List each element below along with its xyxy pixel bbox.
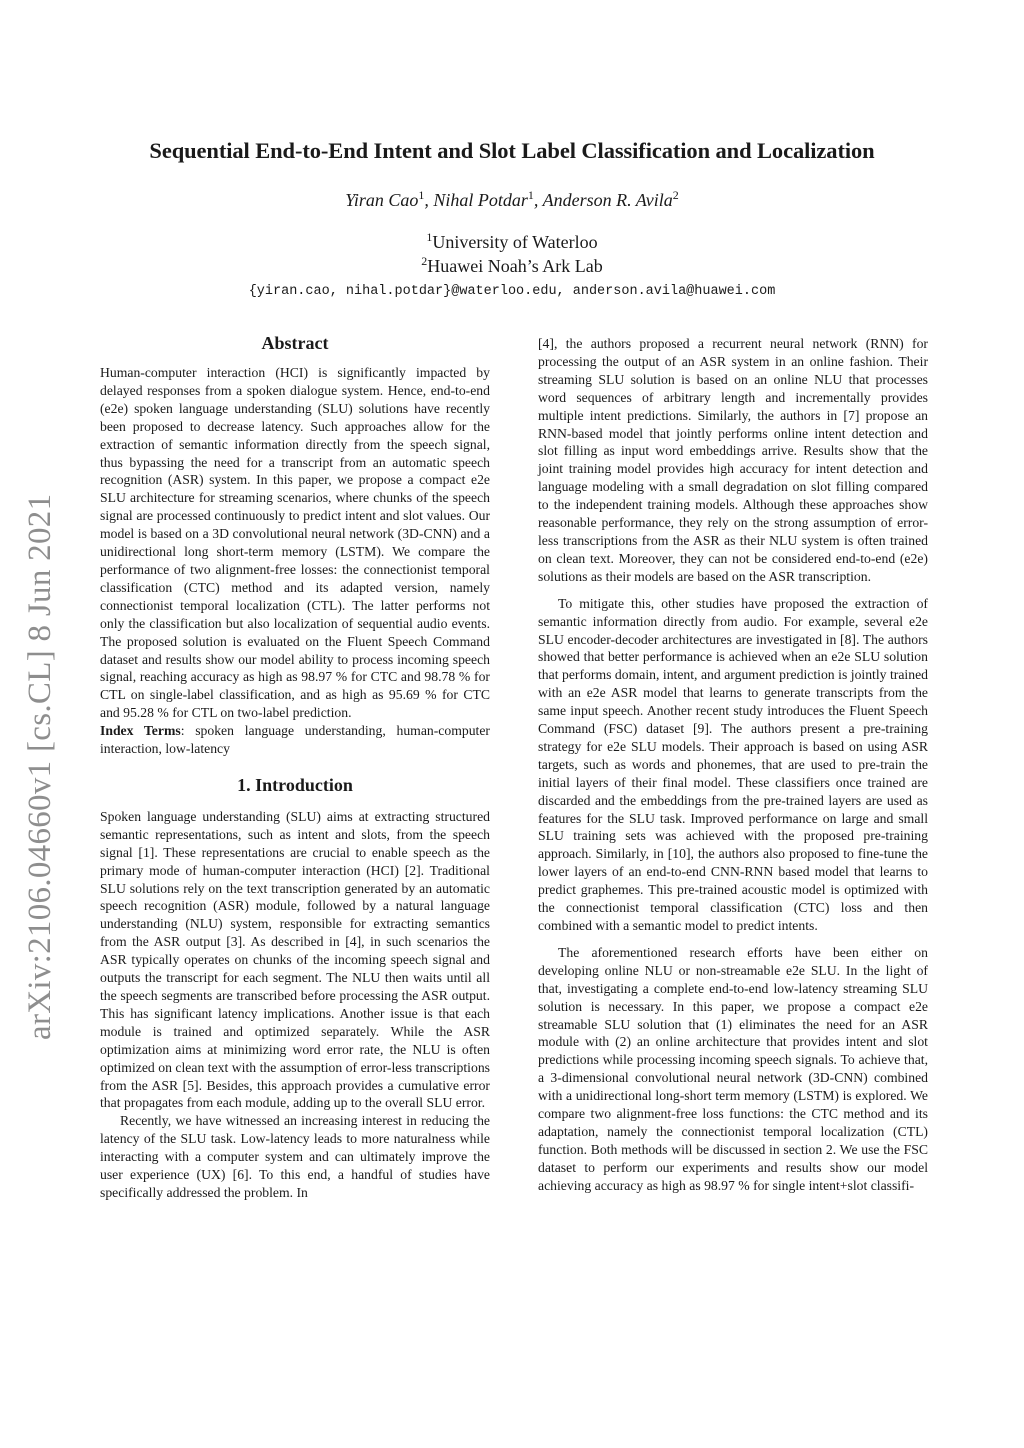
paper-title: Sequential End-to-End Intent and Slot Label Classification and Localization (149, 138, 875, 163)
body-paragraph: To mitigate this, other studies have proposed the extraction of semantic information directly from audio. For example, several e2e SLU encoder-decoder architectures are investigated in [8]. The authors showed that better performance is achieved when an e2e SLU solution that performs domain, intent, and argument prediction is jointly trained with an e2e ASR model that learns to generate transcripts from the same input speech. Another recent study introduces the Fluent Speech Command (FSC) dataset [9]. The authors present a pre-training strategy for e2e SLU models. Their approach is based on using ASR targets, such as words and phonemes, that are used to pre-train the initial layers of their final model. These classifiers once trained are discarded and the embeddings from the pre-trained layers are used as features for the SLU task. Improved performance on large and small SLU training sets was achieved with the proposed pre-training approach. Similarly, in [10], the authors also proposed to fine-tune the lower layers of an end-to-end CNN-RNN based model that learns to predict graphemes. This pre-trained acoustic model is optimized with the connectionist temporal classification (CTC) loss and then combined with a semantic model to predict intents. (538, 595, 928, 933)
affiliation-huawei (60, 254, 964, 277)
abstract-text: Human-computer interaction (HCI) is significantly impacted by delayed responses from a spoken dialogue system. Hence, end-to-end (e2e) spoken language understanding (SLU) solutions have recently been proposed to decrease latency. Such approaches allow for the extraction of semantic information directly from the speech signal, thus bypassing the need for a transcript from an automatic speech recognition (ASR) system. In this paper, we propose a compact e2e SLU architecture for streaming scenarios, where chunks of the speech signal are processed continuously to predict intent and slot values. Our model is based on a 3D convolutional neural network (3D-CNN) and a unidirectional long short-term memory (LSTM). We compare the performance of two alignment-free losses: the connectionist temporal classification (CTC) method and its adapted version, namely connectionist temporal localization (CTL). The latter performs not only the classification but also localization of sequential audio events. The proposed solution is evaluated on the Fluent Speech Command dataset and results show our model ability to process incoming speech signal, reaching accuracy as high as 98.97 % for CTC and 98.78 % for CTL on single-label classification, and as high as 95.69 % for CTC and 95.28 % for CTL on two-label prediction. (100, 365, 490, 721)
affiliation-waterloo (60, 230, 964, 253)
affiliation-mark: 1 (426, 230, 433, 244)
arxiv-identifier[interactable]: arXiv:2106.04660v1 [cs.CL] 8 Jun 2021 (22, 493, 58, 1040)
abstract-heading: Abstract (261, 333, 329, 353)
intro-paragraph: Recently, we have witnessed an increasing interest in reducing the latency of the SLU task. Low-latency leads to more naturalness while interacting with a computer system and can ultimately improve the user experience (UX) [6]. To this end, a handful of studies have specifically addressed the problem. In (100, 1113, 490, 1200)
author-emails[interactable]: {yiran.cao, nihal.potdar}@waterloo.edu, anderson.avila@huawei.com (248, 284, 776, 299)
author-name: Nihal Potdar (433, 190, 528, 210)
right-column (538, 335, 928, 1195)
author-name: Yiran Cao (345, 190, 419, 210)
author-affiliation-mark: 1 (418, 188, 425, 202)
author-affiliation-mark: 1 (527, 188, 534, 202)
index-terms-text: : spoken language understanding, human-computer interaction, low-latency (100, 723, 490, 757)
body-paragraph: The aforementioned research efforts have been either on developing online NLU or non-streamable e2e SLU. In the light of that, investigating a complete end-to-end low-latency streaming SLU solution is necessary. In this paper, we propose a compact e2e streamable SLU solution that (1) eliminates the need for an ASR module with (2) an online architecture that provides intent and slot predictions while processing incoming speech signals. To achieve that, a 3-dimensional convolutional neural network (3D-CNN) combined with a unidirectional long-short term memory (LSTM) is explored. We compare two alignment-free loss functions: the CTC method and its adaptation, namely the connectionist temporal localization (CTL) function. Both methods will be discussed in section 2. We use the FSC dataset to perform our experiments and results show our model achieving accuracy as high as 98.97 % for single intent+slot classifi- (538, 944, 928, 1193)
author-name: Anderson R. Avila (542, 190, 673, 210)
author-affiliation-mark: 2 (672, 188, 679, 202)
index-terms-label: Index Terms (100, 723, 181, 739)
affiliation-name: University of Waterloo (432, 232, 598, 252)
body-paragraph: [4], the authors proposed a recurrent neural network (RNN) for processing the output of an ASR system in an online fashion. Their streaming SLU solution is based on an online NLU that processes word sequences of arbitrary length and incrementally provides multiple intent predictions. Similarly, the authors in [7] propose an RNN-based model that jointly performs online intent detection and slot filling as input word embeddings arrive. Results show that the joint training model provides high accuracy for intent detection and language modeling with a small degradation on slot filling compared to the independent training models. Although these approaches show reasonable performance, they rely on the strong assumption of error-less transcriptions from the ASR as their NLU system is often trained on clean text. Moreover, they can not be considered end-to-end (e2e) solutions as their models are based on the ASR transcription. (538, 336, 928, 584)
author-list: Yiran Cao$^1$, Nihal Potdar$^1$, Anderson R. Avila$^2$ (345, 188, 679, 210)
index-terms (100, 722, 490, 758)
affiliation-mark: 2 (421, 254, 428, 268)
intro-paragraph: Spoken language understanding (SLU) aims at extracting structured semantic representations, such as intent and slots, from the speech signal [1]. These representations are crucial to enable speech as the primary mode of human-computer interaction (HCI) [2]. Traditional SLU solutions rely on the text transcription generated by an automatic speech recognition (ASR) module, followed by a natural language understanding (NLU) system, responsible for extracting semantics from the ASR output [3]. As described in [4], in such scenarios the ASR typically operates on chunks of the incoming speech signal and outputs the transcript for each segment. The NLU then waits until all the speech segments are transcribed before processing the ASR output. This has significant latency implications. Another issue is that each module is trained and optimized separately. While the ASR optimization aims at minimizing word error rate, the NLU is often optimized on clean text with the assumption of error-less transcriptions from the ASR [5]. Besides, this approach provides a cumulative error that propagates from each module, adding up to the overall SLU error. (100, 808, 490, 1111)
left-column (100, 332, 490, 1202)
introduction-heading: 1. Introduction (237, 774, 353, 795)
affiliation-name: Huawei Noah’s Ark Lab (427, 256, 603, 276)
